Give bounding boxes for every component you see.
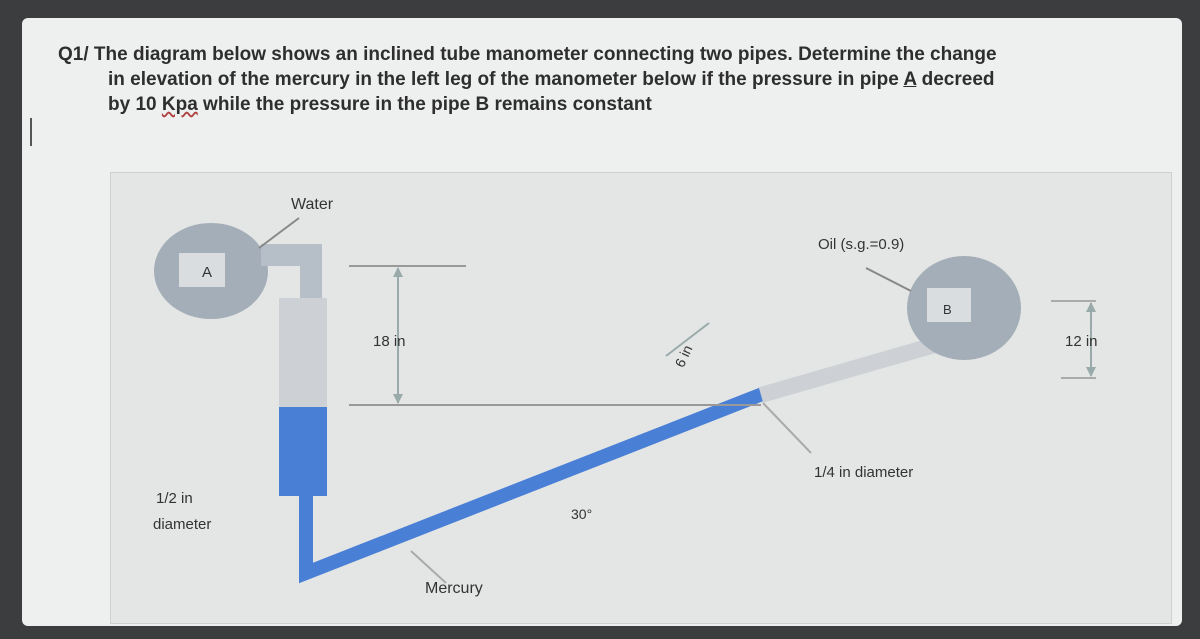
question-line-3-part-2: while the pressure in the pipe B remains constant: [197, 94, 652, 115]
question-line-2-part-2: decreed: [916, 69, 995, 90]
water-leader: [259, 218, 299, 248]
dim-12-arrow-bottom: [1086, 367, 1096, 377]
question-line-2-part-1: in elevation of the mercury in the left leg of the manometer below if the pressure in pipe: [108, 69, 904, 90]
text-cursor: [30, 118, 32, 146]
dim-12-arrow-top: [1086, 302, 1096, 312]
question-line-2: [58, 67, 1168, 92]
dim-12-label: 12 in: [1065, 333, 1098, 350]
quarter-diameter-label: 1/4 in diameter: [814, 464, 914, 481]
pipe-b-label: B: [943, 302, 952, 317]
question-line-3-part-1: by 10: [108, 94, 162, 115]
water-label: Water: [291, 196, 334, 213]
half-diameter-label-1: 1/2 in: [156, 490, 193, 507]
left-leg-water: [279, 298, 327, 408]
question-line-1: Q1/ The diagram below shows an inclined tube manometer connecting two pipes. Determine the change: [58, 44, 997, 65]
oil-label: Oil (s.g.=0.9): [818, 236, 905, 253]
manometer-svg: [111, 173, 1171, 623]
water-connector: [261, 255, 311, 303]
half-diameter-label-2: diameter: [153, 516, 212, 533]
mercury-label: Mercury: [425, 580, 483, 597]
kpa-unit: Kpa: [161, 94, 198, 115]
quarter-diameter-leader: [763, 403, 811, 453]
question-text: [58, 42, 1168, 117]
inclined-tube-mercury: [306, 393, 765, 573]
pipe-a-label: A: [202, 264, 213, 281]
manometer-diagram: [110, 172, 1172, 624]
left-leg-mercury: [279, 407, 327, 496]
mercury-leader: [411, 551, 446, 583]
angle-label: 30°: [571, 506, 593, 522]
dim-18-arrow-top: [393, 267, 403, 277]
pipe-a-reference: A: [903, 69, 917, 90]
oil-leader: [866, 268, 911, 291]
question-line-3: [58, 92, 1168, 117]
dim-18-label: 18 in: [373, 333, 406, 350]
dim-18-arrow-bottom: [393, 394, 403, 404]
dim-6-label: 6 in: [671, 342, 696, 370]
